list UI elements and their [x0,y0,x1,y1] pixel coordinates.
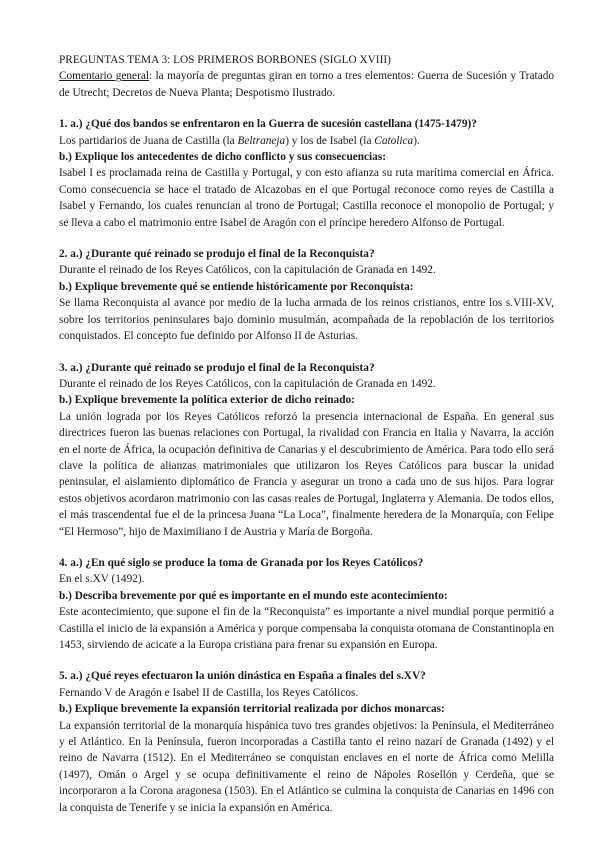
answer-3b: La unión lograda por los Reyes Católicos reforzó la presencia internacional de España. En general sus directrices fueron las buenas relaciones con Portugal, la rivalidad con Francia en Italia y Navarra, la acción en el norte de África, la ocupación definitiva de Canarias y el descubrimiento de América. Para todo ello será clave la política de alianzas matrimoniales que utilizaron los Reyes Católicos para buscar la unidad peninsular, el aislamiento diplomático de Francia y asegurar un trono a cada uno de sus hijos. Para lograr estos objetivos acordaron matrimonio con las casas reales de Portugal, Inglaterra y Alemania. De todos ellos, el más trascendental fue el de la princesa Juana “La Loca”, finalmente heredera de la Monarquía, con Felipe “El Hermoso”, hijo de Maximiliano I de Austria y María de Borgoña. [59,410,554,538]
answer-4a: En el s.XV (1492). [59,573,145,586]
question-2 [59,246,554,344]
answer-3a: Durante el reinado de los Reyes Católicos, con la capitulación de Granada en 1492. [59,377,436,390]
question-3b: b.) Explique brevemente la política exterior de dicho reinado: [59,394,355,407]
question-4a: 4. a.) ¿En qué siglo se produce la toma de Granada por los Reyes Católicos? [59,556,424,569]
answer-1b: Isabel I es proclamada reina de Castilla y Portugal, y con esto afianza su ruta marítima comercial en África. Como consecuencia se hace el tratado de Alcazobas en el que Portugal reconoce como reyes de Castilla a Isabel y Fernando, los cuales renuncian al trono de Portugal; Castilla reconoce el monopolio de Portugal; y se lleva a cabo el matrimonio entre Isabel de Aragón con el príncipe heredero Alfonso de Portugal. [59,167,554,229]
answer-1a-italic: Beltraneja [237,134,286,147]
answer-5b: La expansión territorial de la monarquía hispánica tuvo tres grandes objetivos: la Península, el Mediterráneo y el Atlántico. En la Península, fueron incorporadas a Castilla tanto el reino nazarí de Granada (1492) y el reino de Navarra (1512). En el Mediterráneo se conquistan enclaves en el norte de África como Melilla (1497), Omán o Argel y se ocupa definitivamente el reino de Nápoles Rosellón y Cerdeña, que se incorporaron a la Corona aragonesa (1503). En el Atlántico se culmina la conquista de Canarias en 1496 con la conquista de Tenerife y se inicia la expansión en América. [59,719,554,814]
question-4 [59,555,554,653]
answer-4b: Este acontecimiento, que supone el fin de la “Reconquista” es importante a nivel mundial porque permitió a Castilla el inicio de la expansión a América y porque compensaba la conquista otomana de Constantinopla en 1453, sirviendo de acicate a la Europa cristiana para frenar su expansión en Europa. [59,606,554,651]
general-comment-text: : la mayoría de preguntas giran en torno a tres elementos: Guerra de Sucesión y Tratado de Utrecht; Decretos de Nueva Planta; Despotismo Ilustrado. [59,70,555,99]
question-4b: b.) Describa brevemente por qué es importante en el mundo este acontecimiento: [59,589,448,602]
answer-5a: Fernando V de Aragón e Isabel II de Castilla, los Reyes Católicos. [59,686,359,699]
answer-1a [59,133,554,149]
question-3a: 3. a.) ¿Durante qué reinado se produjo el final de la Reconquista? [59,361,375,374]
answer-1a-part: ). [413,134,420,147]
document-title: PREGUNTAS TEMA 3: LOS PRIMEROS BORBONES (SIGLO XVIII) [59,54,391,66]
question-1 [59,116,554,231]
question-3 [59,360,554,540]
answer-2a: Durante el reinado de los Reyes Católicos, con la capitulación de Granada en 1492. [59,264,436,277]
answer-1a-part: ) y los de Isabel (la [285,134,375,147]
question-5 [59,668,554,816]
question-2a: 2. a.) ¿Durante qué reinado se produjo el final de la Reconquista? [59,248,375,261]
question-1a: 1. a.) ¿Qué dos bandos se enfrentaron en la Guerra de sucesión castellana (1475-1479)? [59,118,477,131]
question-2b: b.) Explique brevemente qué se entiende históricamente por Reconquista: [59,280,414,293]
answer-1a-part: Los partidarios de Juana de Castilla (la [59,134,238,147]
answer-1a-italic: Catolica [374,134,414,147]
question-1b: b.) Explique los antecedentes de dicho conflicto y sus consecuencias: [59,151,386,164]
answer-2b: Se llama Reconquista al avance por medio de la lucha armada de los reinos cristianos, entre los s.VIII-XV, sobre los territorios peninsulares bajo dominio musulmán, acompañada de la repoblación de los territorios conquistados. El concepto fue definido por Alfonso II de Asturias. [59,297,554,343]
general-comment-label: Comentario general [59,70,149,83]
document-page [59,52,554,816]
general-comment [59,68,554,101]
question-5a: 5. a.) ¿Qué reyes efectuaron la unión dinástica en España a finales del s.XV? [59,670,426,683]
question-5b: b.) Explique brevemente la expansión territorial realizada por dichos monarcas: [59,703,445,716]
